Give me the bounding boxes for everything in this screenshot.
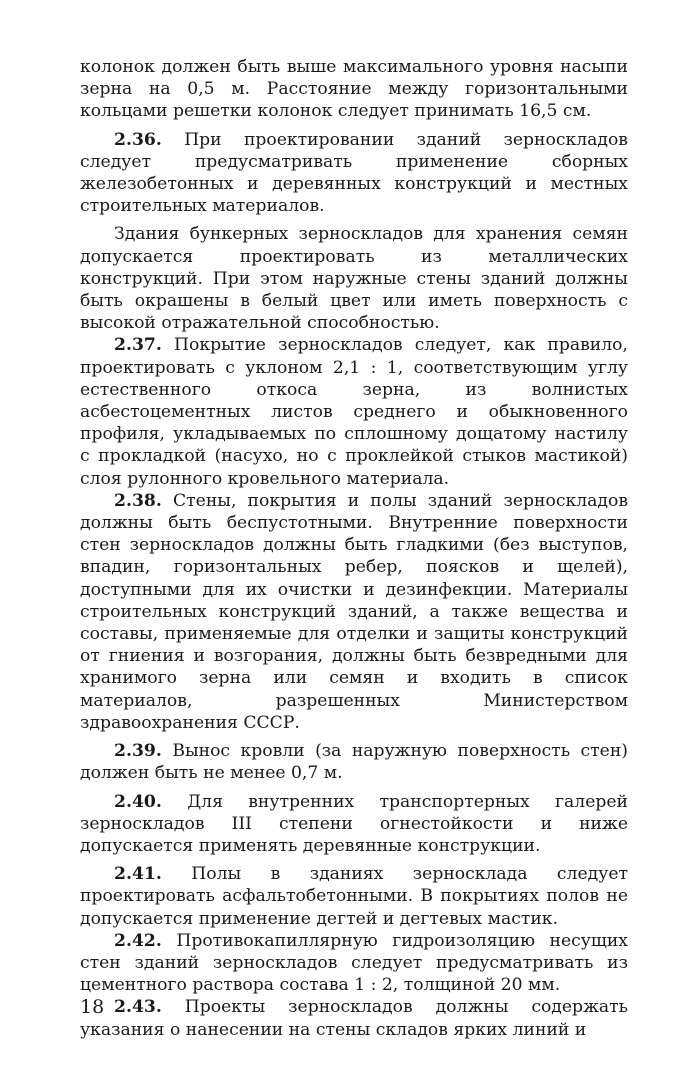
paragraph-text: Для внутренних транспортерных галерей зерноскладов III степени огнестойкости и ниже допускается применять деревянные конструкции. [80, 791, 628, 856]
paragraph-continuation [80, 56, 628, 123]
paragraph-2-43 [80, 996, 628, 1040]
paragraph-2-36-cont [80, 223, 628, 334]
paragraph-number: 2.40. [114, 791, 162, 812]
paragraph-2-37 [80, 334, 628, 489]
paragraph-text: Вынос кровли (за наружную поверхность стен) должен быть не менее 0,7 м. [80, 741, 629, 784]
paragraph-number: 2.37. [114, 335, 162, 356]
paragraph-2-41 [80, 863, 628, 930]
page-number: 18 [80, 996, 105, 1018]
paragraph-text: Покрытие зерноскладов следует, как правило, проектировать с уклоном 2,1 : 1, соответствующим углу естественного откоса зерна, из волнистых асбестоцементных листов среднего и обыкновенного профиля, укладываемых по сплошному дощатому настилу с прокладкой (насухо, но с проклейкой стыков мастикой) слоя рулонного кровельного материала. [80, 335, 628, 489]
paragraph-2-40 [80, 791, 628, 858]
paragraph-number: 2.36. [114, 129, 162, 150]
paragraph-text: При проектировании зданий зерноскладов следует предусматривать применение сборных железобетонных и деревянных конструкций и местных строительных материалов. [80, 129, 628, 217]
paragraph-2-39 [80, 740, 628, 784]
paragraph-number: 2.38. [114, 490, 162, 511]
paragraph-text: Стены, покрытия и полы зданий зерноскладов должны быть беспустотными. Внутренние поверхности стен зерноскладов должны быть гладкими (без выступов, впадин, горизонтальных ребер, поясков и щелей), доступными для их очистки и дезинфекции. Материалы строительных конструкций зданий, а также вещества и составы, применяемые для отделки и защиты конструкций от гниения и возгорания, должны быть безвредными для хранимого зерна или семян и входить в список материалов, разрешенных Министерством здравоохранения СССР. [80, 490, 628, 733]
paragraph-number: 2.42. [114, 930, 162, 951]
paragraph-number: 2.43. [114, 997, 162, 1018]
paragraph-2-36 [80, 129, 628, 218]
paragraph-2-38 [80, 490, 628, 734]
paragraph-number: 2.39. [114, 741, 162, 762]
paragraph-number: 2.41. [114, 864, 162, 885]
paragraph-text: колонок должен быть выше максимального уровня насыпи зерна на 0,5 м. Расстояние между горизонтальными кольцами решетки колонок следует принимать 16,5 см. [80, 57, 628, 122]
paragraph-text: Полы в зданиях зерносклада следует проектировать асфальтобетонными. В покрытиях полов не допускается применение дегтей и дегтевых мастик. [80, 864, 629, 929]
paragraph-text: Здания бункерных зерноскладов для хранения семян допускается проектировать из металлических конструкций. При этом наружные стены зданий должны быть окрашены в белый цвет или иметь поверхность с высокой отражательной способностью. [80, 224, 628, 334]
paragraph-text: Противокапиллярную гидроизоляцию несущих стен зданий зерноскладов следует предусматривать из цементного раствора состава 1 : 2, толщиной 20 мм. [80, 930, 628, 996]
paragraph-text: Проекты зерноскладов должны содержать указания о нанесении на стены складов ярких линий и [80, 997, 628, 1040]
document-page [80, 56, 628, 1041]
paragraph-2-42 [80, 930, 628, 997]
